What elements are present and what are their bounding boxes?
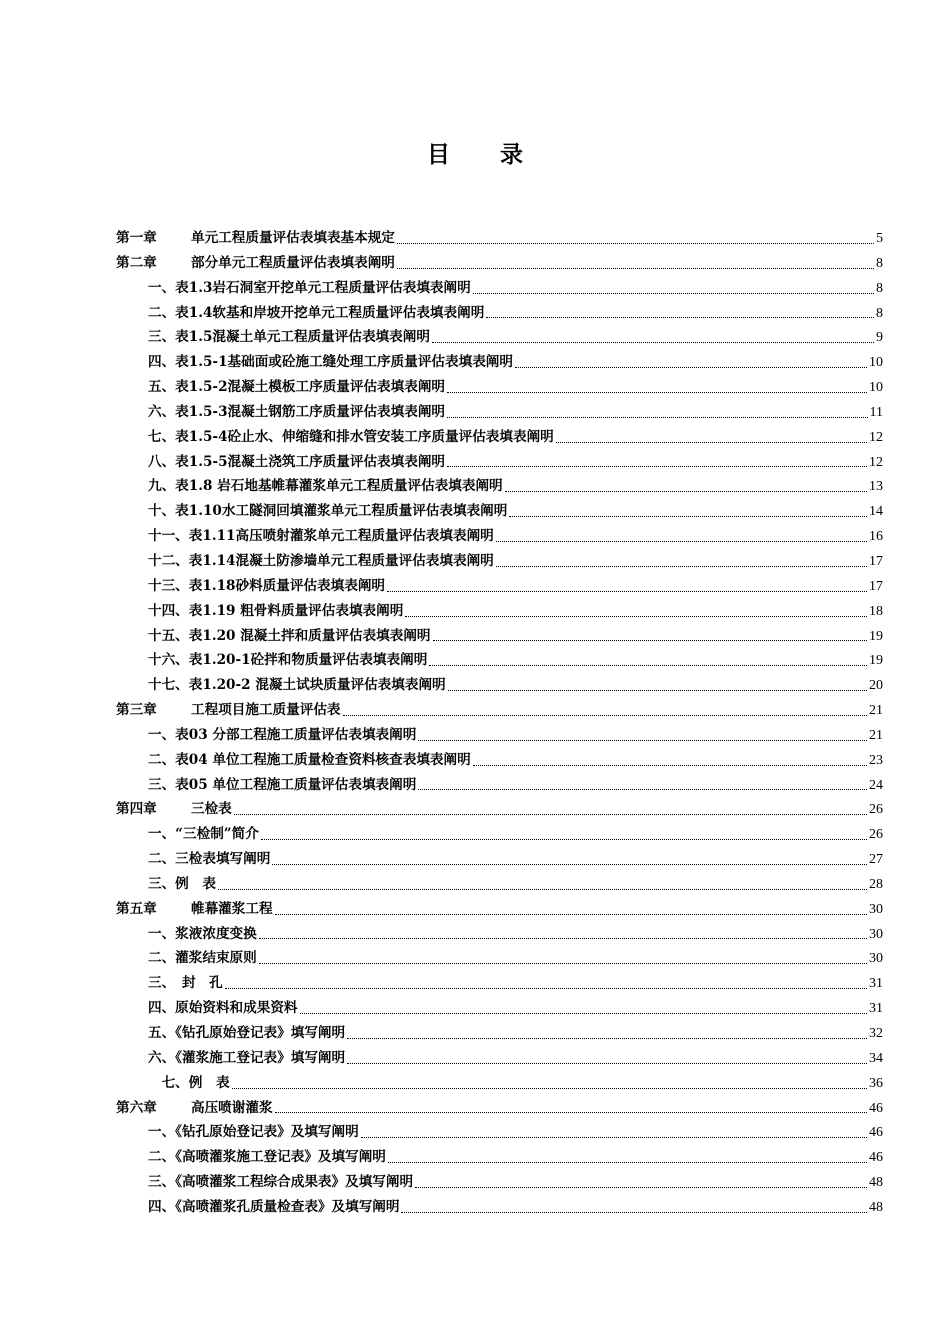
toc-page-number: 32 — [869, 1026, 883, 1041]
toc-section-entry[interactable] — [116, 748, 883, 773]
toc-section-entry[interactable] — [116, 648, 883, 673]
toc-leader-dots — [429, 664, 867, 666]
toc-leader-dots — [418, 788, 867, 790]
toc-leader-dots — [401, 1211, 867, 1213]
toc-entry-title: 十五、表1.20 混凝土拌和质量评估表填表阐明 — [148, 627, 431, 644]
toc-leader-dots — [361, 1136, 867, 1138]
toc-page-number: 48 — [869, 1175, 883, 1191]
toc-page-number: 11 — [869, 404, 883, 420]
toc-page-number: 19 — [869, 628, 883, 644]
toc-page-number: 34 — [869, 1050, 883, 1066]
toc-leader-dots — [275, 1111, 867, 1113]
toc-page-number: 31 — [869, 976, 883, 992]
toc-leader-dots — [387, 590, 867, 592]
toc-leader-dots — [418, 739, 867, 741]
toc-entry-title: 十一、表1.11高压喷射灌浆单元工程质量评估表填表阐明 — [148, 528, 494, 545]
toc-chapter-number: 第二章 — [116, 254, 157, 271]
toc-page-number: 28 — [869, 876, 883, 892]
toc-leader-dots — [261, 838, 867, 840]
toc-page-number: 46 — [869, 1100, 883, 1116]
toc-entry-title: 十三、表1.18砂料质量评估表填表阐明 — [148, 577, 386, 594]
toc-page-number: 12 — [869, 429, 883, 445]
toc-page-number: 16 — [869, 529, 883, 545]
toc-section-entry[interactable] — [116, 1021, 883, 1046]
toc-page-number: 10 — [869, 380, 883, 396]
toc-entry-title: 七、表1.5-4砼止水、伸缩缝和排水管安装工序质量评估表填表阐明 — [148, 428, 554, 445]
toc-page-number: 5 — [876, 231, 883, 246]
toc-section-entry[interactable] — [116, 574, 883, 599]
toc-page-number: 30 — [869, 926, 883, 942]
toc-page-number: 30 — [869, 951, 883, 967]
toc-entry-title: 十四、表1.19 粗骨料质量评估表填表阐明 — [148, 602, 404, 619]
toc-page-number: 26 — [869, 802, 883, 818]
toc-chapter-number: 第一章 — [116, 230, 157, 246]
toc-page-number: 14 — [869, 504, 883, 520]
toc-page-number: 13 — [869, 479, 883, 495]
toc-leader-dots — [218, 888, 867, 890]
toc-page-number: 27 — [869, 852, 883, 868]
toc-leader-dots — [225, 987, 867, 989]
toc-leader-dots — [473, 292, 874, 294]
toc-entry-title: 三、表05 单位工程施工质量评估表填表阐明 — [148, 776, 417, 793]
toc-entry-title: 三、 封 孔 — [148, 975, 223, 992]
toc-leader-dots — [259, 937, 867, 939]
toc-section-entry[interactable] — [116, 499, 883, 524]
toc-entry-title: 八、表1.5-5混凝土浇筑工序质量评估表填表阐明 — [148, 453, 446, 470]
toc-page-number: 26 — [869, 827, 883, 843]
toc-leader-dots — [447, 391, 867, 393]
toc-leader-dots — [343, 714, 867, 716]
toc-leader-dots — [388, 1161, 867, 1163]
toc-leader-dots — [433, 639, 867, 641]
toc-section-entry[interactable] — [116, 847, 883, 872]
toc-chapter-number: 第五章 — [116, 900, 157, 917]
toc-leader-dots — [432, 341, 874, 343]
toc-section-entry[interactable] — [116, 1195, 883, 1220]
toc-entry-title: 一、“三检制”简介 — [148, 826, 259, 843]
toc-leader-dots — [397, 267, 874, 269]
toc-page-number: 31 — [869, 1001, 883, 1017]
toc-page-number: 48 — [869, 1199, 883, 1215]
toc-page-number: 9 — [876, 330, 883, 346]
toc-section-entry[interactable] — [116, 822, 883, 847]
toc-entry-title: 九、表1.8 岩石地基帷幕灌浆单元工程质量评估表填表阐明 — [148, 478, 503, 495]
toc-section-entry[interactable] — [116, 450, 883, 475]
toc-leader-dots — [232, 1087, 867, 1089]
toc-entry-title: 四、《高喷灌浆孔质量检查表》及填写阐明 — [148, 1198, 400, 1215]
toc-entry-title: 五、《钻孔原始登记表》填写阐明 — [148, 1025, 346, 1041]
toc-leader-dots — [300, 1012, 867, 1014]
toc-entry-title: 三、《高喷灌浆工程综合成果表》及填写阐明 — [148, 1174, 414, 1191]
toc-entry-title: 工程项目施工质量评估表 — [191, 702, 341, 719]
toc-section-entry[interactable] — [116, 946, 883, 971]
title-char-1: 目 — [427, 142, 450, 168]
toc-leader-dots — [397, 242, 874, 244]
toc-page-number: 8 — [876, 280, 883, 296]
toc-page-number: 46 — [869, 1150, 883, 1166]
toc-page-number: 10 — [869, 355, 883, 371]
toc-entry-title: 三检表 — [191, 801, 232, 818]
toc-entry-title: 部分单元工程质量评估表填表阐明 — [191, 254, 395, 271]
toc-section-entry[interactable] — [116, 524, 883, 549]
toc-section-entry[interactable] — [116, 723, 883, 748]
toc-entry-title: 十、表1.10水工隧洞回填灌浆单元工程质量评估表填表阐明 — [148, 503, 508, 520]
toc-page-number: 12 — [869, 454, 883, 470]
toc-section-entry[interactable] — [116, 400, 883, 425]
toc-section-entry[interactable] — [116, 872, 883, 897]
toc-section-entry[interactable] — [116, 673, 883, 698]
toc-page-number: 8 — [876, 305, 883, 321]
title-char-2: 录 — [500, 142, 523, 168]
toc-leader-dots — [515, 366, 867, 368]
toc-page-number: 17 — [869, 578, 883, 594]
toc-leader-dots — [486, 316, 874, 318]
toc-page-number: 8 — [876, 255, 883, 271]
toc-entry-title: 二、《高喷灌浆施工登记表》及填写阐明 — [148, 1149, 386, 1166]
toc-leader-dots — [275, 913, 867, 915]
toc-section-entry[interactable] — [116, 996, 883, 1021]
toc-chapter-number: 第四章 — [116, 801, 157, 818]
toc-page-number: 36 — [869, 1075, 883, 1091]
toc-entry-title: 高压喷谢灌浆 — [191, 1099, 273, 1116]
toc-leader-dots — [473, 764, 867, 766]
toc-section-entry[interactable] — [116, 1170, 883, 1195]
toc-entry-title: 帷幕灌浆工程 — [191, 900, 273, 917]
toc-entry-title: 十二、表1.14混凝土防渗墙单元工程质量评估表填表阐明 — [148, 552, 494, 569]
toc-page-number: 24 — [869, 777, 883, 793]
toc-section-entry[interactable] — [116, 474, 883, 499]
toc-chapter-entry[interactable] — [116, 251, 883, 276]
toc-page-number: 21 — [869, 703, 883, 719]
toc-page-number: 19 — [869, 653, 883, 669]
toc-entry-title: 五、表1.5-2混凝土模板工序质量评估表填表阐明 — [148, 379, 446, 396]
toc-section-entry[interactable] — [116, 276, 883, 301]
toc-entry-title: 三、表1.5混凝土单元工程质量评估表填表阐明 — [148, 329, 430, 346]
toc-leader-dots — [496, 540, 867, 542]
toc-section-entry[interactable] — [116, 1071, 883, 1096]
toc-section-entry[interactable] — [116, 624, 883, 649]
toc-section-entry[interactable] — [116, 375, 883, 400]
toc-leader-dots — [448, 689, 867, 691]
toc-leader-dots — [509, 515, 867, 517]
toc-section-entry[interactable] — [116, 1145, 883, 1170]
toc-leader-dots — [496, 565, 867, 567]
toc-leader-dots — [405, 615, 867, 617]
toc-entry-title: 四、原始资料和成果资料 — [148, 1000, 298, 1017]
toc-entry-title: 一、表1.3岩石洞室开挖单元工程质量评估表填表阐明 — [148, 279, 471, 296]
toc-section-entry[interactable] — [116, 922, 883, 947]
toc-entry-title: 六、《灌浆施工登记表》填写阐明 — [148, 1049, 346, 1066]
toc-entry-title: 一、表03 分部工程施工质量评估表填表阐明 — [148, 726, 417, 743]
toc-section-entry[interactable] — [116, 773, 883, 798]
toc-leader-dots — [447, 416, 867, 418]
toc-entry-title: 一、浆液浓度变换 — [148, 925, 257, 942]
toc-entry-title: 十七、表1.20-2 混凝土试块质量评估表填表阐明 — [148, 677, 446, 694]
toc-leader-dots — [556, 441, 867, 443]
toc-page-number: 21 — [869, 727, 883, 743]
toc-page-number: 20 — [869, 678, 883, 694]
toc-chapter-entry[interactable] — [116, 797, 883, 822]
toc-page-number: 18 — [869, 603, 883, 619]
toc-entry-title: 一、《钻孔原始登记表》及填写阐明 — [148, 1124, 359, 1141]
toc-section-entry[interactable] — [116, 425, 883, 450]
toc-leader-dots — [347, 1037, 867, 1039]
toc-leader-dots — [259, 962, 867, 964]
toc-entry-title: 七、例 表 — [148, 1074, 230, 1091]
toc-leader-dots — [347, 1062, 867, 1064]
toc-leader-dots — [447, 465, 867, 467]
toc-chapter-number: 第六章 — [116, 1099, 157, 1116]
toc-section-entry[interactable] — [116, 350, 883, 375]
page-title — [0, 136, 950, 169]
toc-chapter-entry[interactable] — [116, 698, 883, 723]
toc-section-entry[interactable] — [116, 325, 883, 350]
toc-chapter-entry[interactable] — [116, 897, 883, 922]
toc-entry-title: 二、表04 单位工程施工质量检查资料核查表填表阐明 — [148, 751, 471, 768]
toc-entry-title: 四、表1.5-1基础面或砼施工缝处理工序质量评估表填表阐明 — [148, 354, 513, 371]
toc-section-entry[interactable] — [116, 1120, 883, 1145]
toc-section-entry[interactable] — [116, 301, 883, 326]
toc-page-number: 23 — [869, 752, 883, 768]
toc-leader-dots — [415, 1186, 867, 1188]
toc-chapter-entry[interactable] — [116, 226, 883, 251]
toc-entry-title: 二、表1.4软基和岸坡开挖单元工程质量评估表填表阐明 — [148, 304, 485, 321]
toc-entry-title: 单元工程质量评估表填表基本规定 — [191, 230, 395, 246]
toc-leader-dots — [272, 863, 867, 865]
table-of-contents — [116, 226, 883, 1220]
toc-entry-title: 六、表1.5-3混凝土钢筋工序质量评估表填表阐明 — [148, 403, 446, 420]
toc-chapter-entry[interactable] — [116, 1096, 883, 1121]
toc-leader-dots — [234, 813, 867, 815]
toc-section-entry[interactable] — [116, 971, 883, 996]
toc-entry-title: 三、例 表 — [148, 875, 216, 892]
toc-entry-title: 十六、表1.20-1砼拌和物质量评估表填表阐明 — [148, 652, 428, 669]
toc-leader-dots — [505, 490, 867, 492]
toc-page-number: 17 — [869, 553, 883, 569]
toc-page-number: 46 — [869, 1125, 883, 1141]
toc-section-entry[interactable] — [116, 1046, 883, 1071]
toc-section-entry[interactable] — [116, 549, 883, 574]
toc-entry-title: 二、三检表填写阐明 — [148, 851, 271, 868]
toc-page-number: 30 — [869, 901, 883, 917]
toc-section-entry[interactable] — [116, 599, 883, 624]
toc-chapter-number: 第三章 — [116, 702, 157, 719]
toc-entry-title: 二、灌浆结束原则 — [148, 950, 257, 967]
